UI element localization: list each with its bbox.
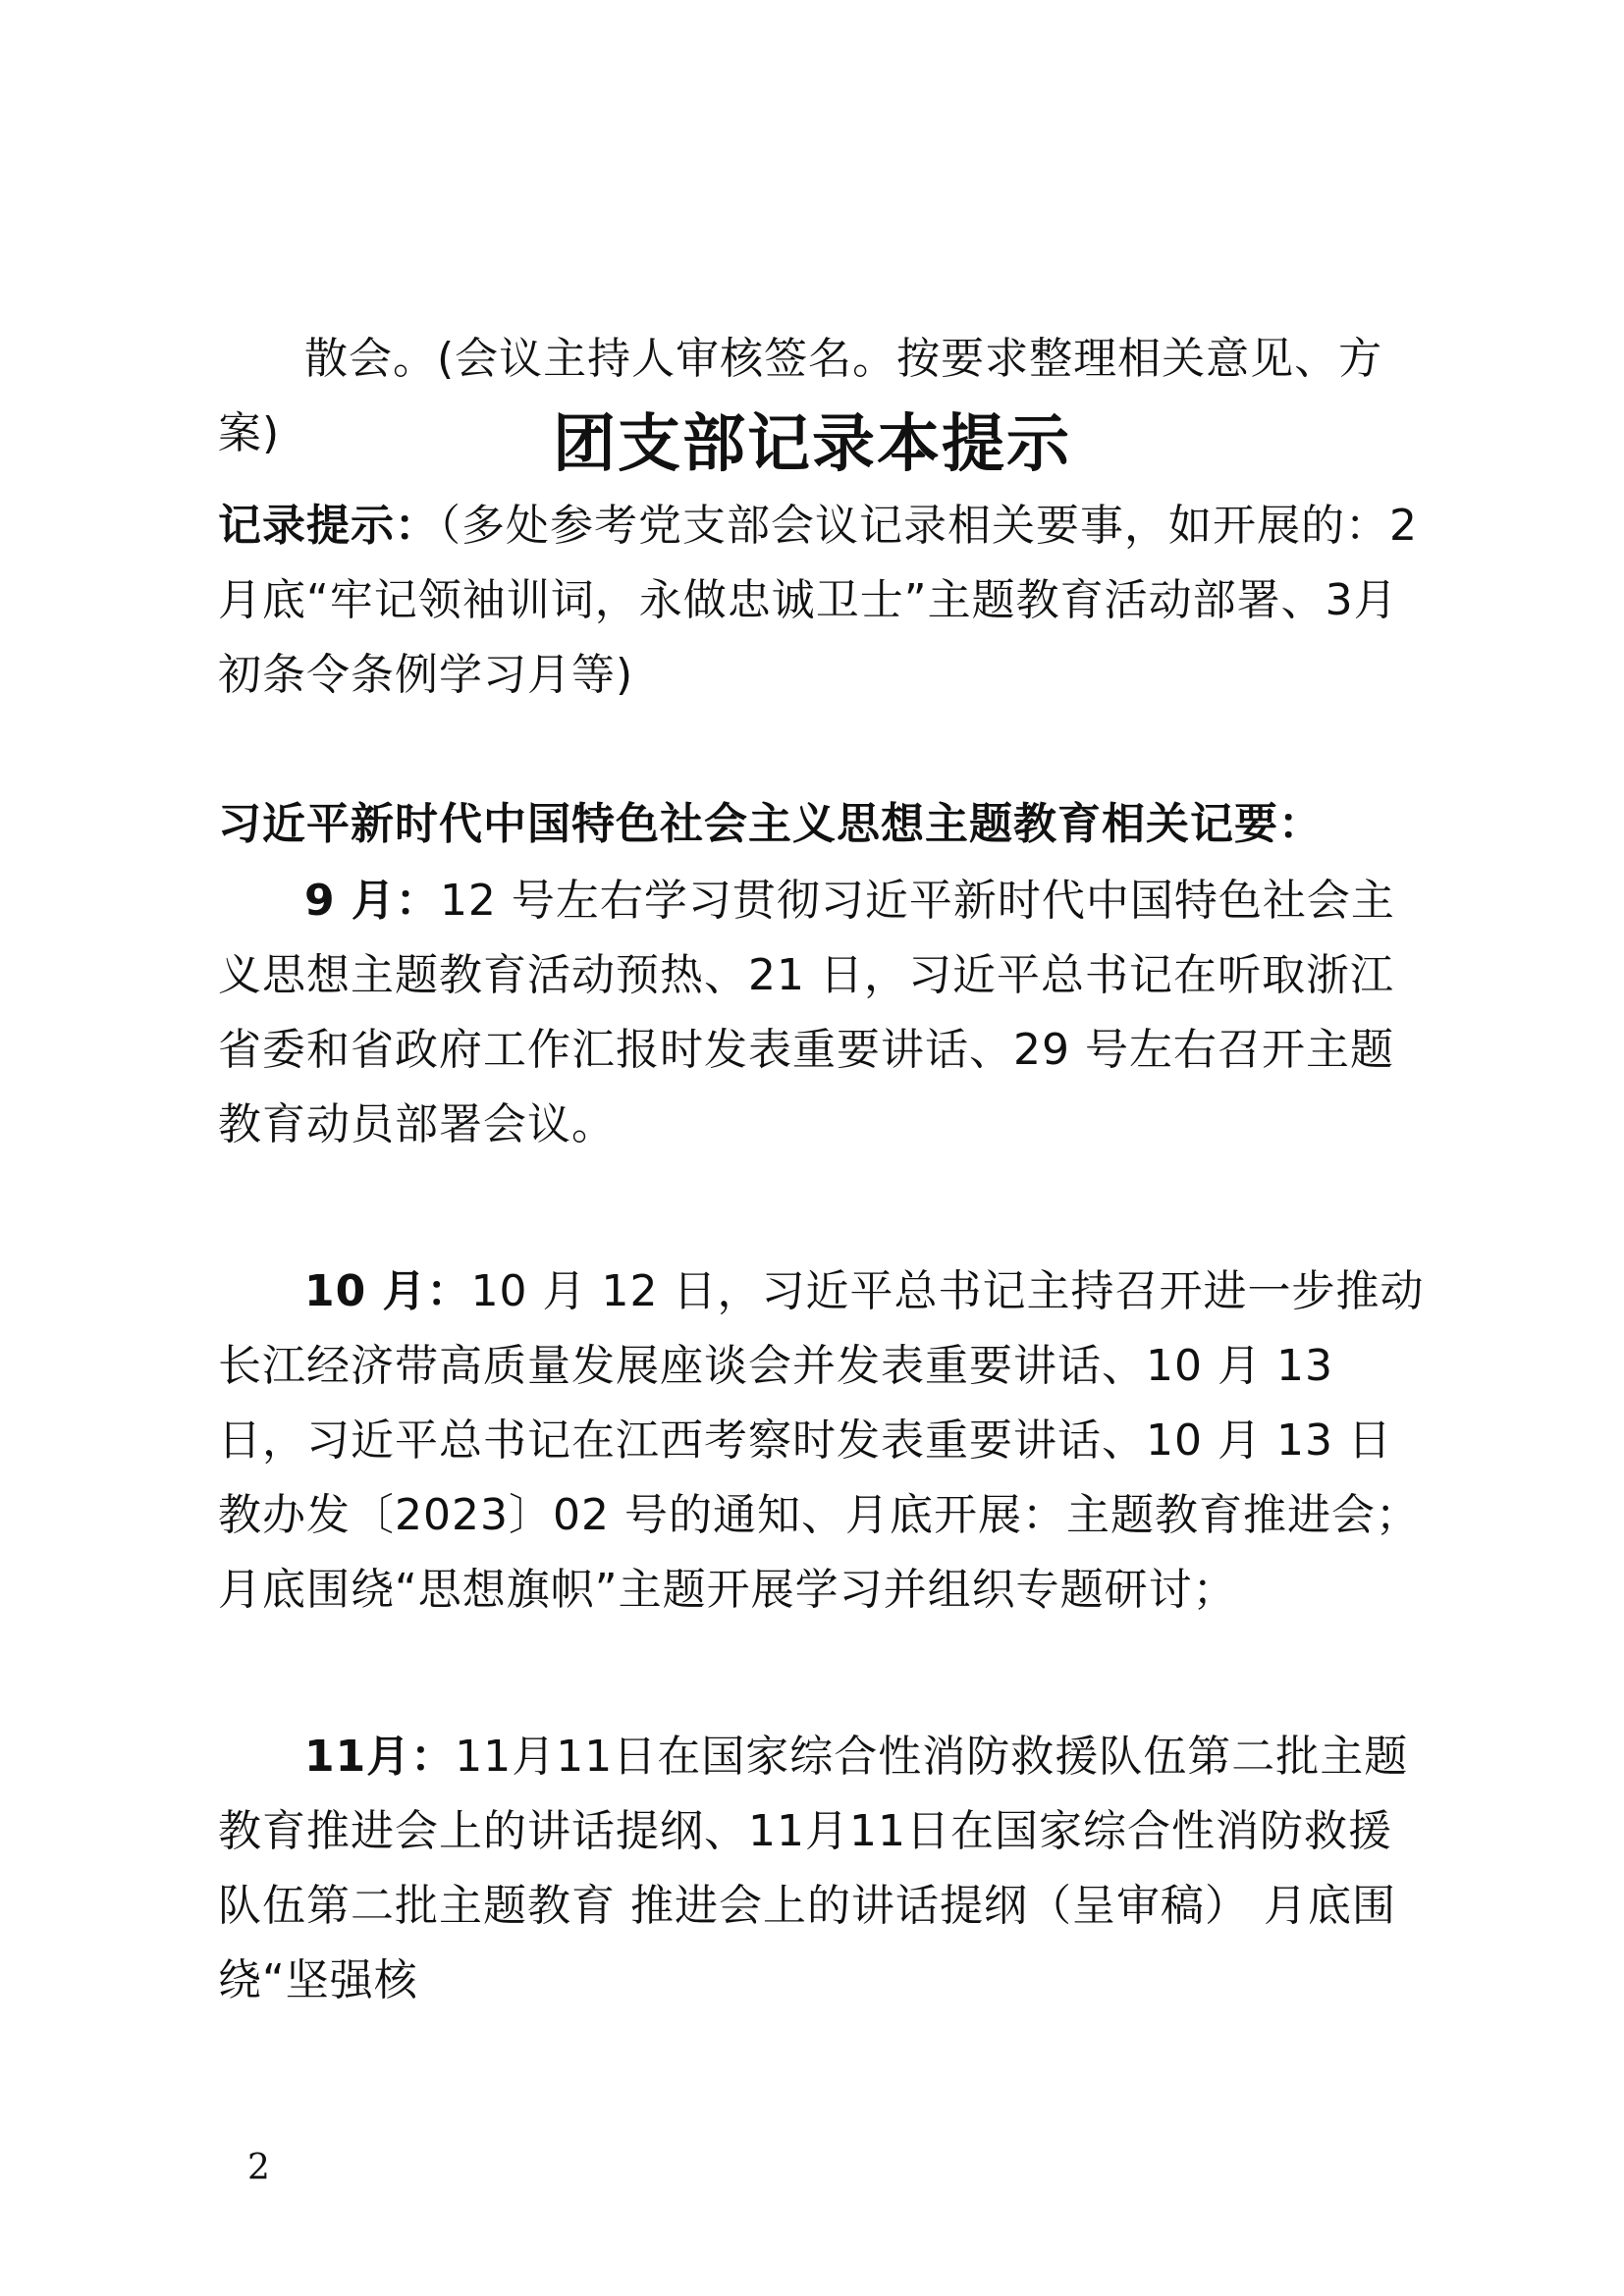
month-text: 12 号左右学习贯彻习近平新时代中国特色社会主义思想主题教育活动预热、21 日，习近平总书记在听取浙江省委和省政府工作汇报时发表重要讲话、29 号左右召开主题教育动员部署会议。	[218, 876, 1395, 1149]
month-paragraph-september	[218, 864, 1435, 1162]
section-heading: 习近平新时代中国特色社会主义思想主题教育相关记要：	[218, 799, 1323, 849]
month-text: 10 月 12 日，习近平总书记主持召开进一步推动长江经济带高质量发展座谈会并发表重要讲话、10 月 13 日，习近平总书记在江西考察时发表重要讲话、10 月 13 日教办发〔2023〕02 号的通知、月底开展：主题教育推进会；月底围绕“思想旗帜”主题开展学习并组织专题研讨；	[218, 1266, 1425, 1615]
month-label: 9 月：	[304, 876, 440, 926]
month-paragraph-october	[218, 1255, 1435, 1628]
month-label: 11月：	[304, 1732, 456, 1782]
page-title: 团支部记录本提示	[553, 408, 1071, 481]
carryover-line: 散会。(会议主持人审核签名。按要求整理相关意见、方案)	[218, 334, 1383, 458]
record-tip-paragraph	[218, 489, 1435, 713]
record-tip-label: 记录提示：	[218, 501, 439, 551]
month-label: 10 月：	[304, 1266, 471, 1316]
month-paragraph-november	[218, 1720, 1435, 2018]
page-number: 2	[247, 2148, 270, 2188]
month-text: 11月11日在国家综合性消防救援队伍第二批主题教育推进会上的讲话提纲、11月11日在国家综合性消防救援队伍第二批主题教育 推进会上的讲话提纲（呈审稿） 月底围绕“坚强核	[218, 1732, 1409, 2005]
record-tip-text: （多处参考党支部会议记录相关要事，如开展的：2月底“牢记领袖训词，永做忠诚卫士”主题教育活动部署、3月初条令条例学习月等)	[218, 501, 1418, 700]
